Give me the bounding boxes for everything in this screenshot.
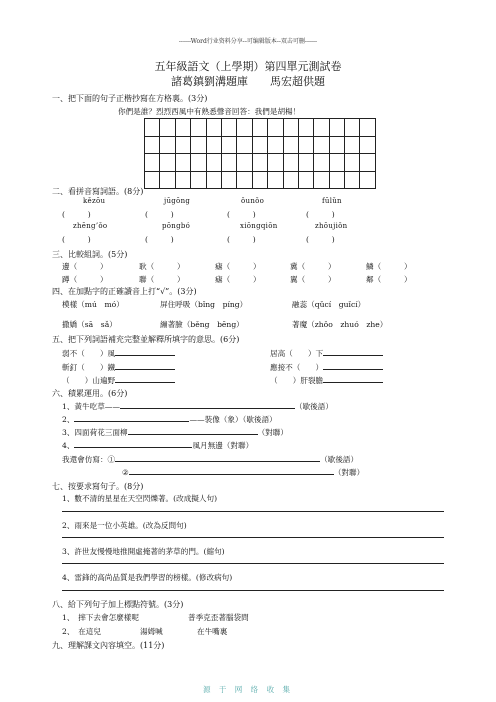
grid-cell[interactable] (314, 136, 329, 154)
punct-sentence-2[interactable]: 2、 在這兒 (62, 627, 101, 636)
compare-item[interactable]: 蹲（ ） (62, 275, 108, 284)
idiom-item[interactable] (62, 348, 175, 359)
grid-cell[interactable] (145, 119, 160, 137)
compare-item[interactable]: 聯（ ） (139, 275, 185, 284)
answer-blank[interactable]: ( ) (306, 210, 335, 219)
reading-item[interactable]: 屏住呼吸（bǐng píng） (160, 300, 248, 309)
answer-line[interactable] (323, 369, 383, 370)
grid-cell[interactable] (221, 119, 236, 137)
grid-cell[interactable] (360, 119, 375, 137)
compare-item[interactable]: 瘧（ ） (215, 262, 261, 271)
section-6-title: 六、積累運用。(6分) (52, 389, 128, 398)
grid-cell[interactable] (237, 171, 252, 189)
section-8-title: 八、給下列句子加上標點符號。(3分) (52, 600, 184, 609)
answer-line[interactable] (62, 590, 444, 591)
rewrite-question: 4、雷鋒的高尚品質是我們學習的榜樣。(修改病句) (62, 573, 233, 582)
answer-blank[interactable]: ( ) (227, 235, 256, 244)
grid-cell[interactable] (237, 119, 252, 137)
page-header: ------Word行业资料分享--可编辑版本--双击可删------ (178, 38, 318, 45)
couplet-line-4 (62, 440, 253, 451)
reading-item[interactable]: 融蕊（qǔcí guǐcí） (292, 300, 366, 309)
punct-sentence-2-b[interactable]: 湯姆喊 (140, 627, 163, 636)
grid-cell[interactable] (175, 119, 190, 137)
reading-item[interactable]: 模樣（mú mó） (62, 300, 124, 309)
pinyin-item: kězōu (83, 197, 106, 205)
grid-cell[interactable] (314, 119, 329, 137)
idiom-text: （ ）山遍野 (62, 376, 116, 385)
pinyin-item: jūgōng (164, 197, 191, 205)
grid-cell[interactable] (298, 171, 313, 189)
grid-cell[interactable] (283, 136, 298, 154)
imitate-text: 我還會仿寫：① (62, 455, 116, 464)
compare-item[interactable]: 翼（ ） (290, 275, 336, 284)
grid-cell[interactable] (160, 171, 175, 189)
punct-sentence-2-c[interactable]: 在牛嘴裏 (197, 627, 228, 636)
grid-cell[interactable] (206, 171, 221, 189)
reading-item[interactable]: 撒嬌（sā sǎ） (62, 320, 117, 329)
pinyin-item: pōngbó (162, 222, 191, 230)
proverb-line-1 (62, 401, 333, 412)
writing-grid (144, 118, 376, 189)
grid-cell[interactable] (283, 119, 298, 137)
reading-item[interactable]: 繃著臉（běng bēng） (160, 320, 244, 329)
grid-cell[interactable] (268, 154, 283, 172)
grid-cell[interactable] (268, 136, 283, 154)
idiom-item[interactable] (62, 362, 175, 373)
page-title: 五年級語文（上學期）第四單元測試卷 (154, 60, 342, 73)
grid-cell[interactable] (191, 154, 206, 172)
answer-blank[interactable]: ( ) (306, 235, 335, 244)
answer-line[interactable] (74, 447, 192, 448)
pinyin-item: ǒunǒo (241, 197, 265, 205)
compare-item[interactable]: 瘧（ ） (215, 275, 261, 284)
grid-cell[interactable] (160, 119, 175, 137)
couplet-text: 風月無邊（對聯） (192, 441, 254, 450)
grid-cell[interactable] (268, 119, 283, 137)
grid-cell[interactable] (283, 154, 298, 172)
grid-cell[interactable] (191, 119, 206, 137)
grid-row (145, 119, 376, 137)
answer-blank[interactable]: ( ) (62, 235, 91, 244)
idiom-text: （ ）肝裂膽 (270, 376, 324, 385)
imitate-type: （對聯） (333, 468, 365, 477)
grid-cell[interactable] (314, 154, 329, 172)
compare-item[interactable]: 冀（ ） (290, 262, 336, 271)
grid-cell[interactable] (160, 136, 175, 154)
grid-cell[interactable] (345, 154, 360, 172)
idiom-text: 弱不（ ）風 (62, 349, 116, 358)
grid-cell[interactable] (175, 154, 190, 172)
rewrite-question: 1、數不清的星星在天空閃爍著。(改成擬人句) (62, 494, 218, 503)
answer-line[interactable] (115, 369, 175, 370)
grid-cell[interactable] (191, 171, 206, 189)
grid-cell[interactable] (252, 154, 267, 172)
grid-row (145, 136, 376, 154)
couplet-type: （對聯） (257, 428, 288, 437)
answer-blank[interactable]: ( ) (227, 210, 256, 219)
idiom-text: 居高（ ）下 (270, 349, 324, 358)
couplet-text: 4、 (62, 441, 75, 450)
grid-cell[interactable] (175, 171, 190, 189)
section-2-title: 二、看拼音寫詞語。(8分) (52, 187, 144, 196)
grid-cell[interactable] (345, 119, 360, 137)
answer-line[interactable] (115, 461, 320, 462)
compare-item[interactable]: 耿（ ） (139, 262, 185, 271)
couplet-line-3 (62, 427, 288, 438)
grid-cell[interactable] (268, 171, 283, 189)
section-4-title: 四、在加點字的正確讀音上打“√”。(3分) (52, 287, 197, 296)
grid-cell[interactable] (298, 154, 313, 172)
compare-item[interactable]: 邊（ ） (62, 262, 108, 271)
answer-line[interactable] (74, 421, 189, 422)
proverb-text: ——裝像（象）（歇後語） (189, 415, 277, 424)
proverb-text: 1、黃牛吃草—— (62, 402, 120, 411)
grid-cell[interactable] (145, 171, 160, 189)
punct-sentence-1[interactable]: 1、 摔下去會怎麼樣呢 (62, 613, 139, 622)
idiom-item[interactable] (270, 362, 383, 373)
grid-cell[interactable] (298, 136, 313, 154)
idiom-item[interactable] (270, 348, 383, 359)
grid-cell[interactable] (283, 171, 298, 189)
section-9-title: 九、理解課文內容填空。(11分) (52, 641, 165, 650)
answer-line[interactable] (129, 474, 334, 475)
punct-sentence-1-b[interactable]: 普季克歪著腦袋問 (188, 613, 249, 622)
section-3-title: 三、比較組詞。(5分) (52, 250, 128, 259)
pinyin-item: zhēng’ǒo (73, 222, 108, 230)
grid-cell[interactable] (298, 119, 313, 137)
idiom-text: 斬釘（ ）鐵 (62, 363, 116, 372)
section-5-title: 五、把下列詞語補充完整並解釋所填字的意思。(6分) (52, 335, 240, 344)
copy-sentence: 你們是誰？烈烈西風中有熟悉聲音回答：我們是胡楊！ (118, 107, 301, 116)
pinyin-item: xiōngqiōn (240, 222, 278, 230)
grid-cell[interactable] (329, 119, 344, 137)
grid-cell[interactable] (221, 171, 236, 189)
grid-row (145, 171, 376, 189)
answer-line[interactable] (62, 511, 444, 512)
answer-blank[interactable]: ( ) (145, 235, 174, 244)
grid-cell[interactable] (345, 171, 360, 189)
rewrite-question: 3、許世友慢慢地推開虛掩著的茅草的門。(縮句) (62, 547, 225, 556)
grid-cell[interactable] (329, 171, 344, 189)
grid-cell[interactable] (360, 154, 375, 172)
answer-blank[interactable]: ( ) (62, 210, 91, 219)
page-subtitle: 諸葛鎮劉溝題庫 馬宏超供題 (171, 75, 325, 88)
answer-line[interactable] (115, 382, 175, 383)
grid-cell[interactable] (237, 136, 252, 154)
answer-line[interactable] (323, 355, 383, 356)
grid-cell[interactable] (252, 136, 267, 154)
grid-cell[interactable] (145, 136, 160, 154)
grid-cell[interactable] (160, 154, 175, 172)
grid-cell[interactable] (345, 136, 360, 154)
grid-cell[interactable] (329, 136, 344, 154)
pinyin-item: fūlǔn (322, 197, 342, 205)
section-1-title: 一、把下面的句子正楷抄寫在方格裏。(3分) (52, 94, 208, 103)
grid-row (145, 154, 376, 172)
imitate-line-1 (62, 454, 358, 465)
answer-line[interactable] (62, 537, 444, 538)
grid-cell[interactable] (175, 136, 190, 154)
section-7-title: 七、按要求寫句子。(8分) (52, 482, 144, 491)
idiom-item[interactable] (270, 375, 383, 386)
grid-cell[interactable] (314, 171, 329, 189)
grid-cell[interactable] (237, 154, 252, 172)
grid-cell[interactable] (206, 119, 221, 137)
compare-item[interactable]: 鄰（ ） (366, 275, 412, 284)
answer-line[interactable] (62, 563, 444, 564)
grid-cell[interactable] (206, 154, 221, 172)
reading-item[interactable]: 著魔（zhǒo zhuó zhe） (292, 320, 388, 329)
answer-line[interactable] (323, 382, 383, 383)
grid-cell[interactable] (360, 136, 375, 154)
pinyin-item: zhōujiǒn (315, 222, 348, 230)
grid-cell[interactable] (252, 171, 267, 189)
idiom-item[interactable] (62, 375, 175, 386)
idiom-text: 應接不（ ） (270, 363, 324, 372)
rewrite-question: 2、雨來是一位小英雄。(改為反問句) (62, 521, 187, 530)
grid-cell[interactable] (221, 154, 236, 172)
page-footer: 源 于 网 络 收 集 (203, 685, 293, 694)
grid-cell[interactable] (206, 136, 221, 154)
imitate-type: （歇後語） (320, 455, 359, 464)
answer-line[interactable] (120, 408, 295, 409)
compare-item[interactable]: 鱗（ ） (366, 262, 412, 271)
answer-line[interactable] (115, 355, 175, 356)
proverb-line-2 (62, 414, 277, 425)
grid-cell[interactable] (360, 171, 375, 189)
grid-cell[interactable] (191, 136, 206, 154)
grid-cell[interactable] (252, 119, 267, 137)
imitate-text: ② (122, 468, 129, 477)
grid-cell[interactable] (145, 154, 160, 172)
grid-cell[interactable] (221, 136, 236, 154)
proverb-type: （歇後語） (295, 402, 333, 411)
grid-cell[interactable] (329, 154, 344, 172)
answer-blank[interactable]: ( ) (145, 210, 174, 219)
proverb-text: 2、 (62, 415, 75, 424)
couplet-text: 3、四面荷花三面柳 (62, 428, 128, 437)
imitate-line-2 (122, 467, 364, 478)
answer-line[interactable] (128, 434, 258, 435)
